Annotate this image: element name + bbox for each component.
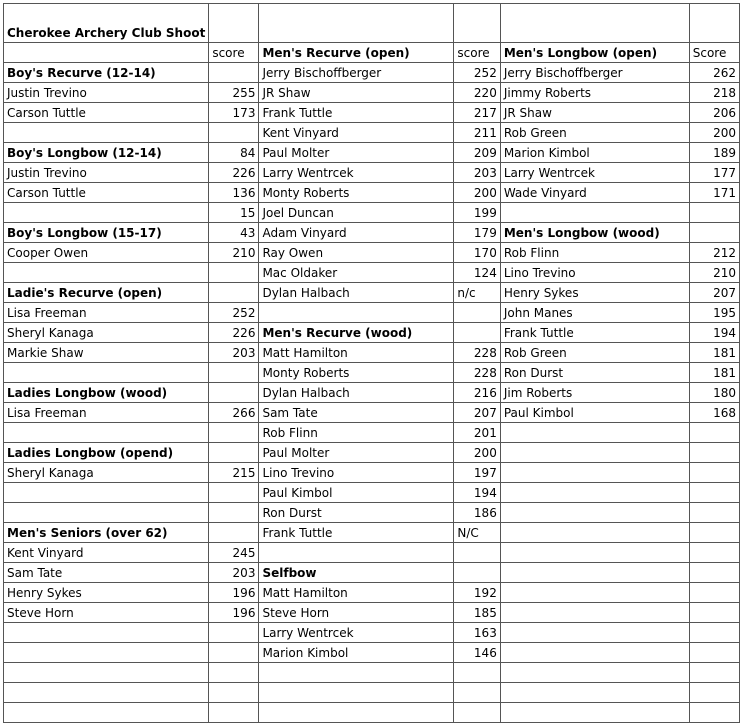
name-cell[interactable] (500, 463, 689, 483)
score-cell[interactable]: 179 (454, 223, 500, 243)
score-cell[interactable]: 217 (454, 103, 500, 123)
score-cell[interactable]: 194 (454, 483, 500, 503)
table-row (4, 603, 740, 623)
table-row (4, 383, 740, 403)
name-cell[interactable] (4, 423, 209, 443)
name-cell[interactable] (4, 683, 209, 703)
table-row (4, 503, 740, 523)
name-cell[interactable]: Mac Oldaker (259, 263, 454, 283)
name-cell[interactable]: Boy's Longbow (12-14) (4, 143, 209, 163)
score-cell[interactable] (454, 4, 500, 43)
table-row (4, 223, 740, 243)
name-cell[interactable]: Adam Vinyard (259, 223, 454, 243)
name-cell[interactable]: Rob Green (500, 123, 689, 143)
score-cell[interactable] (689, 543, 739, 563)
name-cell[interactable]: Frank Tuttle (259, 103, 454, 123)
name-cell[interactable]: Paul Molter (259, 143, 454, 163)
score-cell[interactable]: n/c (454, 283, 500, 303)
name-cell[interactable]: Lisa Freeman (4, 403, 209, 423)
name-cell[interactable] (500, 483, 689, 503)
score-cell[interactable] (454, 683, 500, 703)
table-row (4, 243, 740, 263)
name-cell[interactable]: Marion Kimbol (500, 143, 689, 163)
name-cell[interactable] (500, 503, 689, 523)
score-cell[interactable]: 203 (209, 343, 259, 363)
score-cell[interactable]: 252 (454, 63, 500, 83)
name-cell[interactable] (4, 43, 209, 63)
name-cell[interactable]: Rob Flinn (500, 243, 689, 263)
name-cell[interactable]: Sam Tate (4, 563, 209, 583)
name-cell[interactable] (4, 483, 209, 503)
score-cell[interactable]: 203 (454, 163, 500, 183)
table-row (4, 83, 740, 103)
name-cell[interactable]: Monty Roberts (259, 363, 454, 383)
name-cell[interactable] (4, 643, 209, 663)
score-cell[interactable] (689, 523, 739, 543)
name-cell[interactable]: Marion Kimbol (259, 643, 454, 663)
score-cell[interactable] (454, 703, 500, 723)
name-cell[interactable]: Jim Roberts (500, 383, 689, 403)
score-cell[interactable]: 226 (209, 163, 259, 183)
score-cell[interactable] (689, 643, 739, 663)
score-cell[interactable] (209, 523, 259, 543)
table-row (4, 263, 740, 283)
name-cell[interactable]: Boy's Recurve (12-14) (4, 63, 209, 83)
name-cell[interactable] (4, 663, 209, 683)
name-cell[interactable]: Men's Recurve (wood) (259, 323, 454, 343)
table-row (4, 663, 740, 683)
score-cell[interactable]: 197 (454, 463, 500, 483)
score-cell[interactable]: 181 (689, 343, 739, 363)
name-cell[interactable]: Carson Tuttle (4, 103, 209, 123)
score-cell[interactable]: 228 (454, 363, 500, 383)
score-cell[interactable] (209, 683, 259, 703)
name-cell[interactable]: JR Shaw (500, 103, 689, 123)
score-cell[interactable] (209, 63, 259, 83)
score-cell[interactable]: 177 (689, 163, 739, 183)
score-cell[interactable] (209, 643, 259, 663)
name-cell[interactable] (4, 203, 209, 223)
name-cell[interactable] (259, 543, 454, 563)
table-row (4, 363, 740, 383)
score-cell[interactable]: 146 (454, 643, 500, 663)
score-cell[interactable] (689, 623, 739, 643)
name-cell[interactable]: Cooper Owen (4, 243, 209, 263)
name-cell[interactable] (4, 703, 209, 723)
name-cell[interactable]: Kent Vinyard (4, 543, 209, 563)
score-cell[interactable]: 196 (209, 583, 259, 603)
name-cell[interactable]: Ron Durst (259, 503, 454, 523)
name-cell[interactable]: Kent Vinyard (259, 123, 454, 143)
score-cell[interactable] (689, 4, 739, 43)
name-cell[interactable]: Lino Trevino (500, 263, 689, 283)
score-cell[interactable] (209, 483, 259, 503)
name-cell[interactable]: Ladie's Recurve (open) (4, 283, 209, 303)
score-cell[interactable] (689, 563, 739, 583)
score-cell[interactable]: 171 (689, 183, 739, 203)
score-cell[interactable] (454, 543, 500, 563)
score-cell[interactable] (209, 703, 259, 723)
score-cell[interactable]: Score (689, 43, 739, 63)
table-row (4, 43, 740, 63)
score-cell[interactable]: 200 (454, 183, 500, 203)
name-cell[interactable] (4, 503, 209, 523)
name-cell[interactable]: Markie Shaw (4, 343, 209, 363)
name-cell[interactable]: Dylan Halbach (259, 383, 454, 403)
name-cell[interactable]: Lino Trevino (259, 463, 454, 483)
table-row (4, 203, 740, 223)
score-cell[interactable]: 180 (689, 383, 739, 403)
table-row (4, 403, 740, 423)
name-cell[interactable]: Matt Hamilton (259, 343, 454, 363)
score-cell[interactable] (689, 703, 739, 723)
name-cell[interactable] (500, 603, 689, 623)
name-cell[interactable]: Boy's Longbow (15-17) (4, 223, 209, 243)
score-cell[interactable]: 194 (689, 323, 739, 343)
score-cell[interactable]: 262 (689, 63, 739, 83)
score-cell[interactable]: 206 (689, 103, 739, 123)
name-cell[interactable]: Rob Green (500, 343, 689, 363)
name-cell[interactable]: Ladies Longbow (wood) (4, 383, 209, 403)
score-cell[interactable] (454, 303, 500, 323)
name-cell[interactable] (500, 703, 689, 723)
name-cell[interactable] (500, 643, 689, 663)
score-cell[interactable] (209, 123, 259, 143)
name-cell[interactable]: Men's Longbow (wood) (500, 223, 689, 243)
score-cell[interactable] (209, 4, 259, 43)
table-row (4, 303, 740, 323)
score-cell[interactable]: 195 (689, 303, 739, 323)
name-cell[interactable] (259, 703, 454, 723)
name-cell[interactable]: Sheryl Kanaga (4, 463, 209, 483)
score-cell[interactable]: 43 (209, 223, 259, 243)
table-row (4, 183, 740, 203)
score-cell[interactable]: 168 (689, 403, 739, 423)
table-row (4, 583, 740, 603)
table-row (4, 683, 740, 703)
name-cell[interactable]: Steve Horn (4, 603, 209, 623)
table-row (4, 423, 740, 443)
name-cell[interactable]: Larry Wentrcek (500, 163, 689, 183)
name-cell[interactable] (500, 683, 689, 703)
score-cell[interactable] (689, 483, 739, 503)
score-cell[interactable]: 199 (454, 203, 500, 223)
name-cell[interactable]: Ray Owen (259, 243, 454, 263)
title-row (4, 4, 740, 43)
score-cell[interactable] (209, 363, 259, 383)
score-cell[interactable]: 181 (689, 363, 739, 383)
name-cell[interactable] (4, 623, 209, 643)
name-cell[interactable]: Wade Vinyard (500, 183, 689, 203)
score-cell[interactable]: 211 (454, 123, 500, 143)
score-cell[interactable] (689, 203, 739, 223)
score-cell[interactable]: 245 (209, 543, 259, 563)
name-cell[interactable]: Joel Duncan (259, 203, 454, 223)
score-cell[interactable] (209, 263, 259, 283)
name-cell[interactable] (500, 203, 689, 223)
score-cell[interactable]: 136 (209, 183, 259, 203)
score-cell[interactable] (689, 583, 739, 603)
score-cell[interactable]: 216 (454, 383, 500, 403)
score-cell[interactable] (454, 323, 500, 343)
name-cell[interactable] (259, 4, 454, 43)
score-cell[interactable]: 163 (454, 623, 500, 643)
score-cell[interactable] (209, 443, 259, 463)
table-row (4, 443, 740, 463)
name-cell[interactable]: Jerry Bischoffberger (500, 63, 689, 83)
table-row (4, 283, 740, 303)
score-cell[interactable]: 218 (689, 83, 739, 103)
name-cell[interactable]: Matt Hamilton (259, 583, 454, 603)
score-cell[interactable]: 203 (209, 563, 259, 583)
score-cell[interactable]: 200 (454, 443, 500, 463)
score-cell[interactable]: N/C (454, 523, 500, 543)
table-row (4, 643, 740, 663)
score-sheet (3, 3, 740, 723)
score-cell[interactable]: 207 (454, 403, 500, 423)
name-cell[interactable]: Justin Trevino (4, 83, 209, 103)
name-cell[interactable]: Sam Tate (259, 403, 454, 423)
name-cell[interactable]: Rob Flinn (259, 423, 454, 443)
name-cell[interactable]: Carson Tuttle (4, 183, 209, 203)
table-row (4, 483, 740, 503)
name-cell[interactable] (500, 583, 689, 603)
score-cell[interactable]: 173 (209, 103, 259, 123)
name-cell[interactable]: Paul Kimbol (259, 483, 454, 503)
table-row (4, 543, 740, 563)
score-cell[interactable]: score (209, 43, 259, 63)
score-cell[interactable]: 207 (689, 283, 739, 303)
name-cell[interactable]: Justin Trevino (4, 163, 209, 183)
score-cell[interactable] (209, 663, 259, 683)
table-row (4, 463, 740, 483)
score-cell[interactable] (209, 423, 259, 443)
name-cell[interactable] (4, 363, 209, 383)
name-cell[interactable] (500, 523, 689, 543)
name-cell[interactable]: John Manes (500, 303, 689, 323)
name-cell[interactable]: Henry Sykes (500, 283, 689, 303)
name-cell[interactable] (500, 423, 689, 443)
name-cell[interactable]: Selfbow (259, 563, 454, 583)
table-row (4, 623, 740, 643)
name-cell[interactable] (500, 443, 689, 463)
score-cell[interactable] (209, 283, 259, 303)
name-cell[interactable] (4, 263, 209, 283)
score-cell[interactable] (689, 443, 739, 463)
name-cell[interactable]: Frank Tuttle (500, 323, 689, 343)
name-cell[interactable]: Sheryl Kanaga (4, 323, 209, 343)
table-row (4, 103, 740, 123)
name-cell[interactable]: Ron Durst (500, 363, 689, 383)
name-cell[interactable]: Steve Horn (259, 603, 454, 623)
score-cell[interactable]: 201 (454, 423, 500, 443)
score-cell[interactable] (209, 503, 259, 523)
name-cell[interactable]: Jerry Bischoffberger (259, 63, 454, 83)
name-cell[interactable] (500, 663, 689, 683)
score-cell[interactable] (689, 463, 739, 483)
score-cell[interactable]: 186 (454, 503, 500, 523)
table-row (4, 323, 740, 343)
score-cell[interactable]: 252 (209, 303, 259, 323)
score-cell[interactable] (454, 663, 500, 683)
name-cell[interactable] (500, 543, 689, 563)
name-cell[interactable]: Ladies Longbow (opend) (4, 443, 209, 463)
score-cell[interactable] (454, 563, 500, 583)
score-cell[interactable] (689, 423, 739, 443)
score-cell[interactable]: 220 (454, 83, 500, 103)
score-cell[interactable]: 266 (209, 403, 259, 423)
score-cell[interactable] (689, 603, 739, 623)
name-cell[interactable]: Men's Seniors (over 62) (4, 523, 209, 543)
score-cell[interactable]: 124 (454, 263, 500, 283)
name-cell[interactable]: Dylan Halbach (259, 283, 454, 303)
score-cell[interactable]: 192 (454, 583, 500, 603)
score-cell[interactable] (689, 503, 739, 523)
name-cell[interactable]: Men's Recurve (open) (259, 43, 454, 63)
table-row (4, 123, 740, 143)
score-cell[interactable]: 84 (209, 143, 259, 163)
name-cell[interactable]: Jimmy Roberts (500, 83, 689, 103)
score-cell[interactable]: score (454, 43, 500, 63)
score-cell[interactable]: 170 (454, 243, 500, 263)
score-cell[interactable] (689, 663, 739, 683)
name-cell[interactable]: Paul Kimbol (500, 403, 689, 423)
score-cell[interactable] (689, 223, 739, 243)
name-cell[interactable]: Henry Sykes (4, 583, 209, 603)
score-cell[interactable] (209, 623, 259, 643)
score-cell[interactable] (689, 683, 739, 703)
name-cell[interactable] (259, 683, 454, 703)
table-row (4, 143, 740, 163)
table-row (4, 163, 740, 183)
sheet-title[interactable]: Cherokee Archery Club Shoot (4, 4, 209, 43)
name-cell[interactable]: Monty Roberts (259, 183, 454, 203)
score-cell[interactable]: 228 (454, 343, 500, 363)
score-cell[interactable]: 15 (209, 203, 259, 223)
score-cell[interactable]: 189 (689, 143, 739, 163)
name-cell[interactable]: Men's Longbow (open) (500, 43, 689, 63)
score-cell[interactable]: 212 (689, 243, 739, 263)
name-cell[interactable] (4, 123, 209, 143)
name-cell[interactable]: Larry Wentrcek (259, 163, 454, 183)
score-cell[interactable]: 196 (209, 603, 259, 623)
name-cell[interactable] (500, 623, 689, 643)
name-cell[interactable] (500, 563, 689, 583)
table-row (4, 563, 740, 583)
score-cell[interactable]: 226 (209, 323, 259, 343)
score-cell[interactable]: 215 (209, 463, 259, 483)
name-cell[interactable]: JR Shaw (259, 83, 454, 103)
name-cell[interactable]: Larry Wentrcek (259, 623, 454, 643)
name-cell[interactable]: Lisa Freeman (4, 303, 209, 323)
score-cell[interactable]: 210 (689, 263, 739, 283)
name-cell[interactable]: Paul Molter (259, 443, 454, 463)
name-cell[interactable] (500, 4, 689, 43)
name-cell[interactable]: Frank Tuttle (259, 523, 454, 543)
score-cell[interactable]: 255 (209, 83, 259, 103)
table-row (4, 703, 740, 723)
score-cell[interactable]: 185 (454, 603, 500, 623)
table-row (4, 523, 740, 543)
name-cell[interactable] (259, 663, 454, 683)
table-row (4, 343, 740, 363)
score-cell[interactable]: 200 (689, 123, 739, 143)
name-cell[interactable] (259, 303, 454, 323)
table-row (4, 63, 740, 83)
score-cell[interactable]: 209 (454, 143, 500, 163)
score-cell[interactable]: 210 (209, 243, 259, 263)
score-cell[interactable] (209, 383, 259, 403)
